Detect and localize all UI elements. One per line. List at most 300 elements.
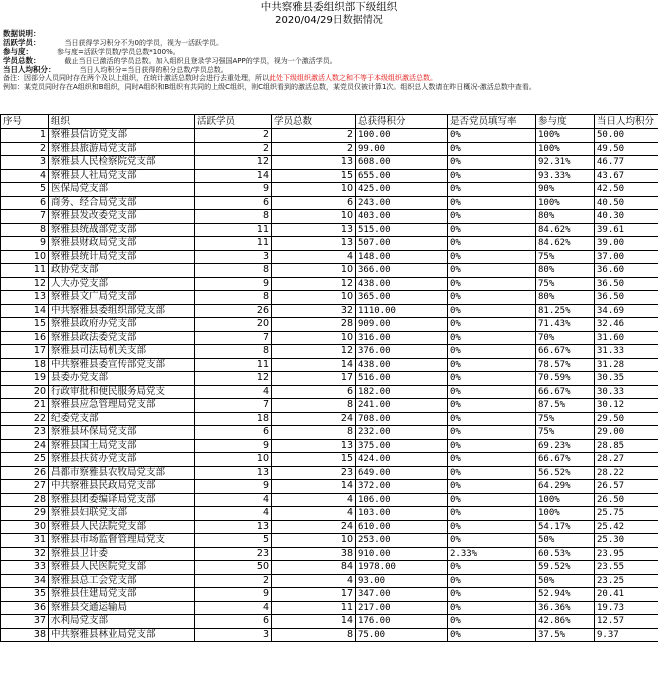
cell-index[interactable]: 16 bbox=[1, 331, 49, 345]
cell-organization[interactable]: 察雅县扶贫办党支部 bbox=[49, 453, 195, 467]
cell-total-learners[interactable]: 10 bbox=[272, 183, 356, 197]
cell-active-learners[interactable]: 12 bbox=[195, 372, 272, 386]
table-row[interactable] bbox=[1, 331, 658, 345]
cell-total-points[interactable]: 610.00 bbox=[356, 520, 448, 534]
cell-total-learners[interactable]: 13 bbox=[272, 156, 356, 170]
cell-total-points[interactable]: 515.00 bbox=[356, 223, 448, 237]
cell-total-points[interactable]: 365.00 bbox=[356, 291, 448, 305]
table-row[interactable] bbox=[1, 507, 658, 521]
header-daily-avg-points[interactable]: 当日人均积分 bbox=[595, 115, 658, 129]
table-row[interactable] bbox=[1, 210, 658, 224]
cell-total-points[interactable]: 425.00 bbox=[356, 183, 448, 197]
cell-active-learners[interactable]: 7 bbox=[195, 399, 272, 413]
cell-participation[interactable]: 100% bbox=[536, 507, 595, 521]
cell-index[interactable]: 12 bbox=[1, 277, 49, 291]
cell-index[interactable]: 30 bbox=[1, 520, 49, 534]
cell-party-fill-rate[interactable]: 0% bbox=[448, 507, 536, 521]
cell-participation[interactable]: 81.25% bbox=[536, 304, 595, 318]
cell-index[interactable]: 26 bbox=[1, 466, 49, 480]
cell-index[interactable]: 13 bbox=[1, 291, 49, 305]
cell-party-fill-rate[interactable]: 0% bbox=[448, 588, 536, 602]
cell-participation[interactable]: 93.33% bbox=[536, 169, 595, 183]
cell-participation[interactable]: 84.62% bbox=[536, 237, 595, 251]
cell-party-fill-rate[interactable]: 0% bbox=[448, 169, 536, 183]
cell-participation[interactable]: 69.23% bbox=[536, 439, 595, 453]
table-row[interactable] bbox=[1, 480, 658, 494]
table-row[interactable] bbox=[1, 399, 658, 413]
cell-party-fill-rate[interactable]: 2.33% bbox=[448, 547, 536, 561]
cell-organization[interactable]: 察雅县文广局党支部 bbox=[49, 291, 195, 305]
table-row[interactable] bbox=[1, 304, 658, 318]
cell-participation[interactable]: 64.29% bbox=[536, 480, 595, 494]
cell-index[interactable]: 32 bbox=[1, 547, 49, 561]
cell-participation[interactable]: 100% bbox=[536, 493, 595, 507]
cell-participation[interactable]: 54.17% bbox=[536, 520, 595, 534]
cell-party-fill-rate[interactable]: 0% bbox=[448, 142, 536, 156]
cell-index[interactable]: 9 bbox=[1, 237, 49, 251]
cell-total-points[interactable]: 99.00 bbox=[356, 142, 448, 156]
cell-total-points[interactable]: 507.00 bbox=[356, 237, 448, 251]
table-row[interactable] bbox=[1, 534, 658, 548]
cell-total-points[interactable]: 148.00 bbox=[356, 250, 448, 264]
cell-total-points[interactable]: 909.00 bbox=[356, 318, 448, 332]
cell-daily-avg-points[interactable]: 30.35 bbox=[595, 372, 658, 386]
cell-index[interactable]: 19 bbox=[1, 372, 49, 386]
cell-active-learners[interactable]: 20 bbox=[195, 318, 272, 332]
cell-total-points[interactable]: 366.00 bbox=[356, 264, 448, 278]
cell-party-fill-rate[interactable]: 0% bbox=[448, 412, 536, 426]
cell-active-learners[interactable]: 9 bbox=[195, 183, 272, 197]
cell-total-points[interactable]: 1110.00 bbox=[356, 304, 448, 318]
cell-participation[interactable]: 80% bbox=[536, 210, 595, 224]
table-row[interactable] bbox=[1, 628, 658, 642]
cell-organization[interactable]: 中共察雅县林业局党支部 bbox=[49, 628, 195, 642]
cell-participation[interactable]: 87.5% bbox=[536, 399, 595, 413]
cell-party-fill-rate[interactable]: 0% bbox=[448, 534, 536, 548]
table-row[interactable] bbox=[1, 466, 658, 480]
cell-participation[interactable]: 52.94% bbox=[536, 588, 595, 602]
cell-participation[interactable]: 80% bbox=[536, 291, 595, 305]
cell-total-learners[interactable]: 10 bbox=[272, 534, 356, 548]
cell-organization[interactable]: 察雅县信访党支部 bbox=[49, 129, 195, 143]
cell-active-learners[interactable]: 13 bbox=[195, 466, 272, 480]
table-row[interactable] bbox=[1, 250, 658, 264]
cell-participation[interactable]: 80% bbox=[536, 264, 595, 278]
cell-total-learners[interactable]: 10 bbox=[272, 264, 356, 278]
cell-total-learners[interactable]: 4 bbox=[272, 250, 356, 264]
cell-party-fill-rate[interactable]: 0% bbox=[448, 331, 536, 345]
cell-participation[interactable]: 75% bbox=[536, 412, 595, 426]
table-row[interactable] bbox=[1, 426, 658, 440]
cell-daily-avg-points[interactable]: 34.69 bbox=[595, 304, 658, 318]
cell-party-fill-rate[interactable]: 0% bbox=[448, 372, 536, 386]
cell-party-fill-rate[interactable]: 0% bbox=[448, 318, 536, 332]
cell-active-learners[interactable]: 4 bbox=[195, 385, 272, 399]
cell-daily-avg-points[interactable]: 29.50 bbox=[595, 412, 658, 426]
cell-total-learners[interactable]: 13 bbox=[272, 223, 356, 237]
cell-index[interactable]: 15 bbox=[1, 318, 49, 332]
cell-organization[interactable]: 商务、经合局党支部 bbox=[49, 196, 195, 210]
cell-total-learners[interactable]: 8 bbox=[272, 628, 356, 642]
cell-organization[interactable]: 中共察雅县委组织部党支部 bbox=[49, 304, 195, 318]
cell-party-fill-rate[interactable]: 0% bbox=[448, 156, 536, 170]
cell-party-fill-rate[interactable]: 0% bbox=[448, 210, 536, 224]
cell-total-learners[interactable]: 8 bbox=[272, 426, 356, 440]
cell-total-learners[interactable]: 11 bbox=[272, 601, 356, 615]
cell-daily-avg-points[interactable]: 31.28 bbox=[595, 358, 658, 372]
cell-total-learners[interactable]: 6 bbox=[272, 385, 356, 399]
table-row[interactable] bbox=[1, 453, 658, 467]
cell-party-fill-rate[interactable]: 0% bbox=[448, 601, 536, 615]
cell-participation[interactable]: 71.43% bbox=[536, 318, 595, 332]
cell-active-learners[interactable]: 11 bbox=[195, 237, 272, 251]
cell-organization[interactable]: 行政审批和便民服务局党支 bbox=[49, 385, 195, 399]
cell-index[interactable]: 34 bbox=[1, 574, 49, 588]
cell-total-learners[interactable]: 12 bbox=[272, 345, 356, 359]
cell-index[interactable]: 17 bbox=[1, 345, 49, 359]
cell-daily-avg-points[interactable]: 28.27 bbox=[595, 453, 658, 467]
table-row[interactable] bbox=[1, 439, 658, 453]
header-total-points[interactable]: 总获得积分 bbox=[356, 115, 448, 129]
cell-party-fill-rate[interactable]: 0% bbox=[448, 196, 536, 210]
cell-index[interactable]: 10 bbox=[1, 250, 49, 264]
cell-total-learners[interactable]: 84 bbox=[272, 561, 356, 575]
cell-organization[interactable]: 察雅县司法局机关支部 bbox=[49, 345, 195, 359]
cell-total-learners[interactable]: 24 bbox=[272, 520, 356, 534]
cell-party-fill-rate[interactable]: 0% bbox=[448, 291, 536, 305]
cell-organization[interactable]: 察雅县卫计委 bbox=[49, 547, 195, 561]
cell-daily-avg-points[interactable]: 39.00 bbox=[595, 237, 658, 251]
header-index[interactable]: 序号 bbox=[1, 115, 49, 129]
header-party-fill-rate[interactable]: 是否党员填写率 bbox=[448, 115, 536, 129]
cell-total-points[interactable]: 516.00 bbox=[356, 372, 448, 386]
cell-total-points[interactable]: 424.00 bbox=[356, 453, 448, 467]
cell-daily-avg-points[interactable]: 39.61 bbox=[595, 223, 658, 237]
cell-active-learners[interactable]: 4 bbox=[195, 601, 272, 615]
cell-daily-avg-points[interactable]: 50.00 bbox=[595, 129, 658, 143]
cell-organization[interactable]: 察雅县旅游局党支部 bbox=[49, 142, 195, 156]
cell-total-learners[interactable]: 6 bbox=[272, 196, 356, 210]
cell-daily-avg-points[interactable]: 25.30 bbox=[595, 534, 658, 548]
table-row[interactable] bbox=[1, 385, 658, 399]
cell-index[interactable]: 2 bbox=[1, 142, 49, 156]
cell-total-learners[interactable]: 2 bbox=[272, 142, 356, 156]
cell-daily-avg-points[interactable]: 49.50 bbox=[595, 142, 658, 156]
cell-total-points[interactable]: 103.00 bbox=[356, 507, 448, 521]
table-row[interactable] bbox=[1, 588, 658, 602]
cell-daily-avg-points[interactable]: 23.55 bbox=[595, 561, 658, 575]
cell-daily-avg-points[interactable]: 31.33 bbox=[595, 345, 658, 359]
header-total-learners[interactable]: 学员总数 bbox=[272, 115, 356, 129]
cell-index[interactable]: 29 bbox=[1, 507, 49, 521]
cell-organization[interactable]: 察雅县政法委党支部 bbox=[49, 331, 195, 345]
cell-index[interactable]: 7 bbox=[1, 210, 49, 224]
cell-daily-avg-points[interactable]: 23.25 bbox=[595, 574, 658, 588]
cell-party-fill-rate[interactable]: 0% bbox=[448, 426, 536, 440]
table-row[interactable] bbox=[1, 358, 658, 372]
table-row[interactable] bbox=[1, 493, 658, 507]
cell-index[interactable]: 18 bbox=[1, 358, 49, 372]
cell-total-learners[interactable]: 14 bbox=[272, 358, 356, 372]
cell-party-fill-rate[interactable]: 0% bbox=[448, 264, 536, 278]
cell-total-points[interactable]: 316.00 bbox=[356, 331, 448, 345]
table-row[interactable] bbox=[1, 264, 658, 278]
cell-active-learners[interactable]: 8 bbox=[195, 345, 272, 359]
cell-organization[interactable]: 察雅县人民检察院党支部 bbox=[49, 156, 195, 170]
cell-participation[interactable]: 70.59% bbox=[536, 372, 595, 386]
cell-total-points[interactable]: 438.00 bbox=[356, 358, 448, 372]
cell-party-fill-rate[interactable]: 0% bbox=[448, 358, 536, 372]
cell-party-fill-rate[interactable]: 0% bbox=[448, 399, 536, 413]
cell-index[interactable]: 21 bbox=[1, 399, 49, 413]
cell-total-points[interactable]: 75.00 bbox=[356, 628, 448, 642]
cell-participation[interactable]: 75% bbox=[536, 426, 595, 440]
cell-daily-avg-points[interactable]: 29.00 bbox=[595, 426, 658, 440]
cell-party-fill-rate[interactable]: 0% bbox=[448, 277, 536, 291]
cell-total-learners[interactable]: 28 bbox=[272, 318, 356, 332]
cell-index[interactable]: 24 bbox=[1, 439, 49, 453]
cell-index[interactable]: 11 bbox=[1, 264, 49, 278]
cell-active-learners[interactable]: 13 bbox=[195, 520, 272, 534]
table-row[interactable] bbox=[1, 156, 658, 170]
header-participation[interactable]: 参与度 bbox=[536, 115, 595, 129]
cell-daily-avg-points[interactable]: 31.60 bbox=[595, 331, 658, 345]
cell-active-learners[interactable]: 8 bbox=[195, 210, 272, 224]
table-row[interactable] bbox=[1, 601, 658, 615]
cell-party-fill-rate[interactable]: 0% bbox=[448, 439, 536, 453]
cell-participation[interactable]: 66.67% bbox=[536, 453, 595, 467]
cell-party-fill-rate[interactable]: 0% bbox=[448, 453, 536, 467]
cell-daily-avg-points[interactable]: 28.85 bbox=[595, 439, 658, 453]
table-row[interactable] bbox=[1, 291, 658, 305]
cell-total-points[interactable]: 649.00 bbox=[356, 466, 448, 480]
cell-total-points[interactable]: 655.00 bbox=[356, 169, 448, 183]
cell-daily-avg-points[interactable]: 9.37 bbox=[595, 628, 658, 642]
cell-total-learners[interactable]: 17 bbox=[272, 588, 356, 602]
cell-participation[interactable]: 100% bbox=[536, 142, 595, 156]
cell-index[interactable]: 20 bbox=[1, 385, 49, 399]
cell-party-fill-rate[interactable]: 0% bbox=[448, 561, 536, 575]
cell-organization[interactable]: 察雅县环保局党支部 bbox=[49, 426, 195, 440]
cell-daily-avg-points[interactable]: 19.73 bbox=[595, 601, 658, 615]
cell-daily-avg-points[interactable]: 32.46 bbox=[595, 318, 658, 332]
cell-total-learners[interactable]: 8 bbox=[272, 399, 356, 413]
cell-total-points[interactable]: 347.00 bbox=[356, 588, 448, 602]
cell-participation[interactable]: 70% bbox=[536, 331, 595, 345]
table-row[interactable] bbox=[1, 520, 658, 534]
table-row[interactable] bbox=[1, 372, 658, 386]
cell-participation[interactable]: 59.52% bbox=[536, 561, 595, 575]
cell-index[interactable]: 14 bbox=[1, 304, 49, 318]
cell-active-learners[interactable]: 50 bbox=[195, 561, 272, 575]
cell-daily-avg-points[interactable]: 23.95 bbox=[595, 547, 658, 561]
cell-participation[interactable]: 60.53% bbox=[536, 547, 595, 561]
cell-total-learners[interactable]: 14 bbox=[272, 480, 356, 494]
cell-daily-avg-points[interactable]: 20.41 bbox=[595, 588, 658, 602]
cell-total-points[interactable]: 375.00 bbox=[356, 439, 448, 453]
cell-organization[interactable]: 察雅县统计局党支部 bbox=[49, 250, 195, 264]
cell-party-fill-rate[interactable]: 0% bbox=[448, 304, 536, 318]
cell-total-points[interactable]: 106.00 bbox=[356, 493, 448, 507]
cell-index[interactable]: 38 bbox=[1, 628, 49, 642]
cell-active-learners[interactable]: 4 bbox=[195, 493, 272, 507]
cell-total-points[interactable]: 241.00 bbox=[356, 399, 448, 413]
cell-party-fill-rate[interactable]: 0% bbox=[448, 237, 536, 251]
cell-total-points[interactable]: 176.00 bbox=[356, 615, 448, 629]
cell-index[interactable]: 36 bbox=[1, 601, 49, 615]
cell-active-learners[interactable]: 3 bbox=[195, 628, 272, 642]
cell-total-learners[interactable]: 4 bbox=[272, 493, 356, 507]
table-row[interactable] bbox=[1, 561, 658, 575]
cell-active-learners[interactable]: 9 bbox=[195, 439, 272, 453]
cell-party-fill-rate[interactable]: 0% bbox=[448, 615, 536, 629]
cell-index[interactable]: 22 bbox=[1, 412, 49, 426]
cell-active-learners[interactable]: 6 bbox=[195, 615, 272, 629]
cell-total-points[interactable]: 910.00 bbox=[356, 547, 448, 561]
cell-total-points[interactable]: 182.00 bbox=[356, 385, 448, 399]
cell-daily-avg-points[interactable]: 26.50 bbox=[595, 493, 658, 507]
cell-total-points[interactable]: 403.00 bbox=[356, 210, 448, 224]
cell-total-learners[interactable]: 15 bbox=[272, 453, 356, 467]
cell-active-learners[interactable]: 9 bbox=[195, 588, 272, 602]
cell-active-learners[interactable]: 9 bbox=[195, 480, 272, 494]
cell-active-learners[interactable]: 3 bbox=[195, 250, 272, 264]
cell-total-learners[interactable]: 10 bbox=[272, 291, 356, 305]
cell-index[interactable]: 3 bbox=[1, 156, 49, 170]
cell-index[interactable]: 6 bbox=[1, 196, 49, 210]
cell-index[interactable]: 5 bbox=[1, 183, 49, 197]
cell-organization[interactable]: 察雅县人民医院党支部 bbox=[49, 561, 195, 575]
cell-daily-avg-points[interactable]: 30.12 bbox=[595, 399, 658, 413]
table-row[interactable] bbox=[1, 142, 658, 156]
cell-organization[interactable]: 察雅县团委编译局党支部 bbox=[49, 493, 195, 507]
cell-index[interactable]: 37 bbox=[1, 615, 49, 629]
table-row[interactable] bbox=[1, 574, 658, 588]
cell-active-learners[interactable]: 6 bbox=[195, 426, 272, 440]
cell-organization[interactable]: 察雅县财政局党支部 bbox=[49, 237, 195, 251]
table-row[interactable] bbox=[1, 183, 658, 197]
cell-active-learners[interactable]: 12 bbox=[195, 156, 272, 170]
cell-daily-avg-points[interactable]: 30.33 bbox=[595, 385, 658, 399]
cell-participation[interactable]: 36.36% bbox=[536, 601, 595, 615]
cell-participation[interactable]: 100% bbox=[536, 196, 595, 210]
cell-organization[interactable]: 水利局党支部 bbox=[49, 615, 195, 629]
cell-active-learners[interactable]: 8 bbox=[195, 291, 272, 305]
cell-organization[interactable]: 察雅县国土局党支部 bbox=[49, 439, 195, 453]
cell-participation[interactable]: 37.5% bbox=[536, 628, 595, 642]
cell-total-points[interactable]: 93.00 bbox=[356, 574, 448, 588]
cell-organization[interactable]: 医保局党支部 bbox=[49, 183, 195, 197]
cell-index[interactable]: 1 bbox=[1, 129, 49, 143]
cell-participation[interactable]: 92.31% bbox=[536, 156, 595, 170]
table-row[interactable] bbox=[1, 196, 658, 210]
cell-organization[interactable]: 察雅县住建局党支部 bbox=[49, 588, 195, 602]
cell-party-fill-rate[interactable]: 0% bbox=[448, 385, 536, 399]
cell-total-learners[interactable]: 23 bbox=[272, 466, 356, 480]
cell-organization[interactable]: 纪委党支部 bbox=[49, 412, 195, 426]
cell-total-learners[interactable]: 38 bbox=[272, 547, 356, 561]
cell-daily-avg-points[interactable]: 42.50 bbox=[595, 183, 658, 197]
cell-index[interactable]: 27 bbox=[1, 480, 49, 494]
cell-participation[interactable]: 56.52% bbox=[536, 466, 595, 480]
cell-active-learners[interactable]: 7 bbox=[195, 331, 272, 345]
cell-organization[interactable]: 察雅县应急管理局党支部 bbox=[49, 399, 195, 413]
cell-active-learners[interactable]: 2 bbox=[195, 129, 272, 143]
cell-total-learners[interactable]: 10 bbox=[272, 210, 356, 224]
cell-daily-avg-points[interactable]: 36.60 bbox=[595, 264, 658, 278]
table-row[interactable] bbox=[1, 547, 658, 561]
cell-active-learners[interactable]: 23 bbox=[195, 547, 272, 561]
cell-party-fill-rate[interactable]: 0% bbox=[448, 480, 536, 494]
cell-participation[interactable]: 75% bbox=[536, 277, 595, 291]
cell-party-fill-rate[interactable]: 0% bbox=[448, 466, 536, 480]
cell-daily-avg-points[interactable]: 12.57 bbox=[595, 615, 658, 629]
cell-active-learners[interactable]: 11 bbox=[195, 223, 272, 237]
cell-daily-avg-points[interactable]: 36.50 bbox=[595, 291, 658, 305]
cell-organization[interactable]: 察雅县市场监督管理局党支 bbox=[49, 534, 195, 548]
cell-organization[interactable]: 察雅县妇联党支部 bbox=[49, 507, 195, 521]
cell-total-points[interactable]: 243.00 bbox=[356, 196, 448, 210]
cell-active-learners[interactable]: 9 bbox=[195, 277, 272, 291]
cell-total-learners[interactable]: 15 bbox=[272, 169, 356, 183]
cell-total-learners[interactable]: 4 bbox=[272, 574, 356, 588]
cell-index[interactable]: 33 bbox=[1, 561, 49, 575]
cell-active-learners[interactable]: 26 bbox=[195, 304, 272, 318]
cell-daily-avg-points[interactable]: 36.50 bbox=[595, 277, 658, 291]
cell-participation[interactable]: 66.67% bbox=[536, 345, 595, 359]
cell-index[interactable]: 23 bbox=[1, 426, 49, 440]
cell-daily-avg-points[interactable]: 43.67 bbox=[595, 169, 658, 183]
table-row[interactable] bbox=[1, 615, 658, 629]
cell-daily-avg-points[interactable]: 25.42 bbox=[595, 520, 658, 534]
cell-organization[interactable]: 政协党支部 bbox=[49, 264, 195, 278]
cell-total-points[interactable]: 1978.00 bbox=[356, 561, 448, 575]
cell-total-points[interactable]: 100.00 bbox=[356, 129, 448, 143]
cell-participation[interactable]: 84.62% bbox=[536, 223, 595, 237]
cell-index[interactable]: 8 bbox=[1, 223, 49, 237]
table-row[interactable] bbox=[1, 277, 658, 291]
cell-organization[interactable]: 察雅县总工会党支部 bbox=[49, 574, 195, 588]
cell-daily-avg-points[interactable]: 40.50 bbox=[595, 196, 658, 210]
table-row[interactable] bbox=[1, 237, 658, 251]
cell-party-fill-rate[interactable]: 0% bbox=[448, 574, 536, 588]
table-row[interactable] bbox=[1, 345, 658, 359]
table-row[interactable] bbox=[1, 169, 658, 183]
cell-daily-avg-points[interactable]: 37.00 bbox=[595, 250, 658, 264]
cell-total-learners[interactable]: 4 bbox=[272, 507, 356, 521]
cell-total-learners[interactable]: 13 bbox=[272, 439, 356, 453]
cell-total-points[interactable]: 438.00 bbox=[356, 277, 448, 291]
cell-daily-avg-points[interactable]: 26.57 bbox=[595, 480, 658, 494]
cell-active-learners[interactable]: 18 bbox=[195, 412, 272, 426]
cell-daily-avg-points[interactable]: 25.75 bbox=[595, 507, 658, 521]
cell-party-fill-rate[interactable]: 0% bbox=[448, 520, 536, 534]
cell-active-learners[interactable]: 11 bbox=[195, 358, 272, 372]
cell-daily-avg-points[interactable]: 46.77 bbox=[595, 156, 658, 170]
cell-total-points[interactable]: 372.00 bbox=[356, 480, 448, 494]
cell-organization[interactable]: 人大办党支部 bbox=[49, 277, 195, 291]
cell-total-points[interactable]: 608.00 bbox=[356, 156, 448, 170]
cell-active-learners[interactable]: 6 bbox=[195, 196, 272, 210]
cell-total-learners[interactable]: 12 bbox=[272, 277, 356, 291]
cell-participation[interactable]: 50% bbox=[536, 534, 595, 548]
cell-index[interactable]: 25 bbox=[1, 453, 49, 467]
cell-index[interactable]: 31 bbox=[1, 534, 49, 548]
cell-total-learners[interactable]: 10 bbox=[272, 331, 356, 345]
cell-active-learners[interactable]: 2 bbox=[195, 574, 272, 588]
cell-total-learners[interactable]: 17 bbox=[272, 372, 356, 386]
cell-total-learners[interactable]: 32 bbox=[272, 304, 356, 318]
